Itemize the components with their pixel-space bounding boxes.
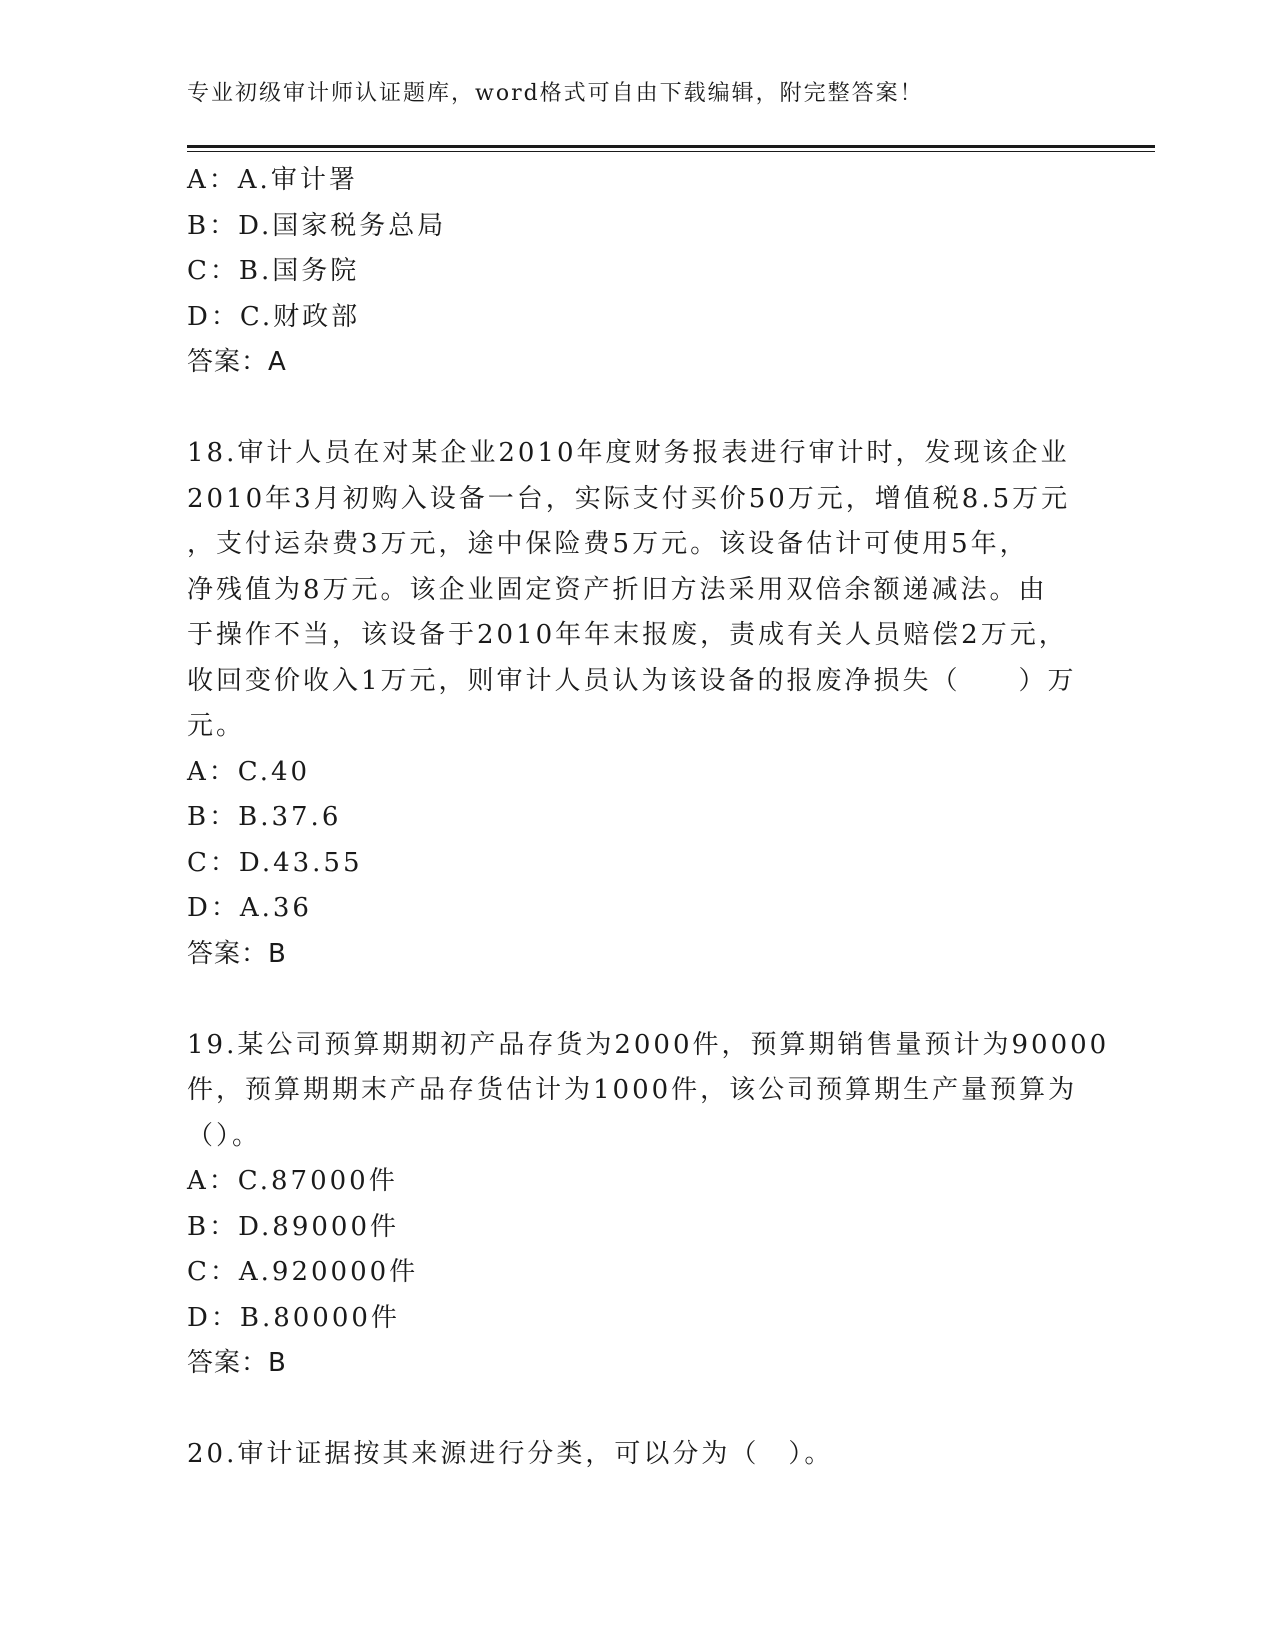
header-rule-thick [187,145,1155,148]
question-line: 20.审计证据按其来源进行分类，可以分为（ ）。 [187,1439,834,1469]
spacer [187,977,1087,1023]
question-19 [187,1023,1110,1387]
option-a: A：C.87000件 [187,1166,398,1196]
option-d: D：C.财政部 [187,301,361,332]
option-d: D：A.36 [187,893,312,923]
question-line: 件，预算期期末产品存货估计为1000件，该公司预算期生产量预算为 [187,1075,1078,1105]
option-c: C：D.43.55 [187,847,363,878]
page-header: 专业初级审计师认证题库，word格式可自由下载编辑，附完整答案！ [187,81,924,106]
answer: 答案：B [187,1348,287,1378]
question-line: 19.某公司预算期期初产品存货为2000件，预算期销售量预计为90000 [187,1029,1110,1060]
question-line: 元。 [187,711,246,741]
spacer [187,1387,1087,1433]
option-d: D：B.80000件 [187,1302,400,1333]
question-line: ，支付运杂费3万元，途中保险费5万元。该设备估计可使用5年， [187,529,1029,559]
option-a: A：A.审计署 [187,165,358,195]
option-a: A：C.40 [187,756,311,787]
option-c: C：B.国务院 [187,256,360,286]
header-rule-thin [187,151,1155,152]
option-c: C：A.920000件 [187,1257,419,1287]
question-text [187,1023,1110,1160]
question-line: 于操作不当，该设备于2010年年末报废，责成有关人员赔偿2万元， [187,620,1068,650]
option-b: B：D.89000件 [187,1211,400,1242]
spacer [187,386,1087,432]
question-line: 净残值为8万元。该企业固定资产折旧方法采用双倍余额递减法。由 [187,574,1048,605]
option-b: B：D.国家税务总局 [187,210,447,241]
question-line: （）。 [187,1120,262,1151]
question-text [187,431,1087,750]
question-18 [187,431,1087,977]
question-17 [187,158,1087,386]
question-line: 18.审计人员在对某企业2010年度财务报表进行审计时，发现该企业 [187,438,1070,468]
question-line: 收回变价收入1万元，则审计人员认为该设备的报废净损失（ ）万 [187,665,1077,696]
question-content [187,158,1110,1478]
answer: 答案：B [187,938,287,969]
option-b: B：B.37.6 [187,802,342,832]
question-20 [187,1432,1087,1478]
answer: 答案：A [187,347,287,377]
question-text [187,1432,1087,1478]
question-line: 2010年3月初购入设备一台，实际支付买价50万元，增值税8.5万元 [187,483,1071,514]
